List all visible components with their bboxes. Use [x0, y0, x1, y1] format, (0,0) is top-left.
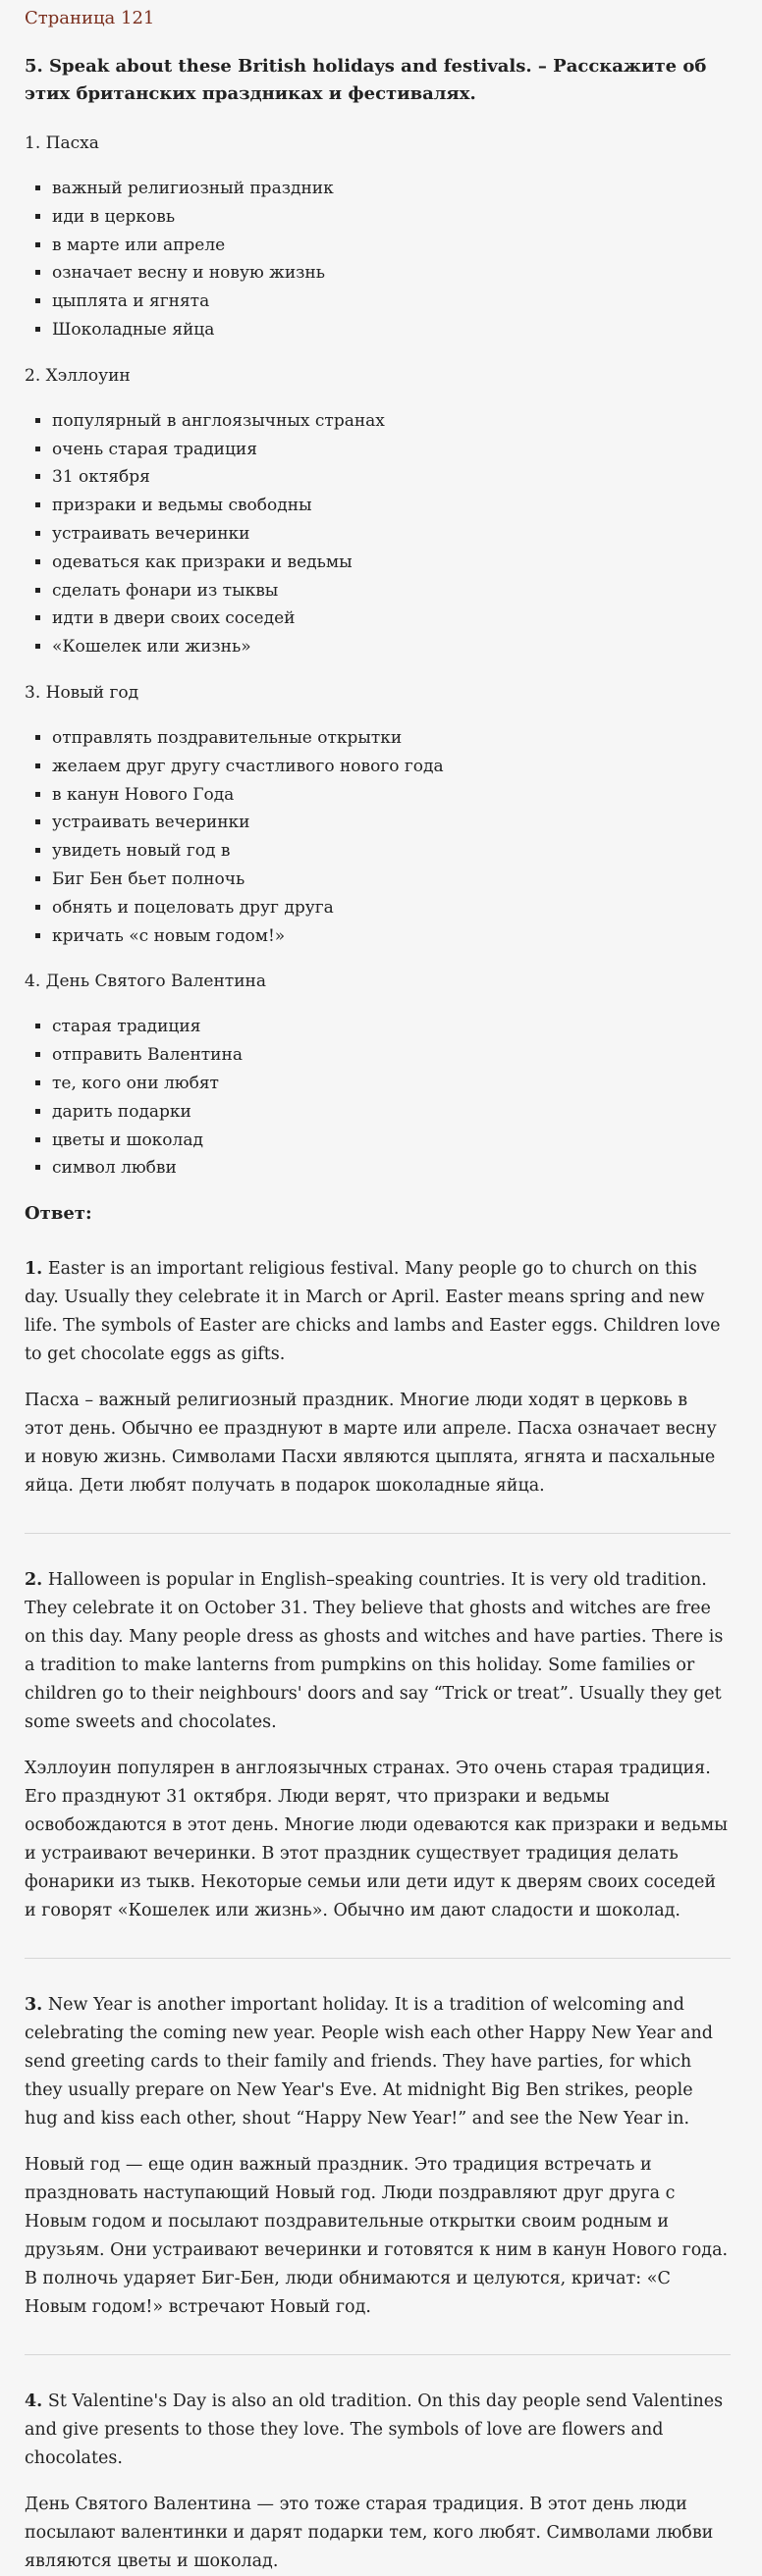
- list-item: ▪ Биг Бен бьет полночь: [52, 866, 731, 894]
- list-item: ▪ кричать «с новым годом!»: [52, 922, 731, 951]
- list-item: ▪ в марте или апреле: [52, 232, 731, 260]
- answer-en: [25, 1255, 731, 1369]
- list-item: ▪ желаем друг другу счастливого нового года: [52, 753, 731, 781]
- item-list: [25, 175, 731, 344]
- section-halloween: [25, 362, 731, 661]
- section-title: 2. Хэллоуин: [25, 365, 131, 386]
- list-item: ▪ те, кого они любят: [52, 1070, 731, 1098]
- page-link[interactable]: Страница 121: [25, 8, 155, 28]
- item-list: [25, 407, 731, 661]
- item-list: [25, 724, 731, 950]
- answer-number: 4.: [25, 2392, 43, 2412]
- list-item: ▪ устраивать вечеринки: [52, 520, 731, 549]
- answer-number: 3.: [25, 1995, 43, 2016]
- answer-ru: Пасха – важный религиозный праздник. Многие люди ходят в церковь в этот день. Обычно ее празднуют в марте или апреле. Пасха означает весну и новую жизнь. Символами Пасхи являются цыплята, ягнята и пасхальные яйца. Дети любят получать в подарок шоколадные яйца.: [25, 1391, 717, 1497]
- list-item: ▪ сделать фонари из тыквы: [52, 577, 731, 605]
- answer-en-text: Halloween is popular in English–speaking countries. It is very old tradition. They celebrate it on October 31. They believe that ghosts and witches are free on this day. Many people dress as ghosts and witches and have parties. There is a tradition to make lanterns from pumpkins on this holiday. Some families or children go to their neighbours' doors and say “Trick or treat”. Usually they get some sweets and chocolates.: [25, 1570, 724, 1733]
- list-item: ▪ символ любви: [52, 1154, 731, 1183]
- answer-en: [25, 1566, 731, 1737]
- list-item: ▪ в канун Нового Года: [52, 781, 731, 810]
- list-item: ▪ важный религиозный праздник: [52, 175, 731, 203]
- answer-en: [25, 2388, 731, 2473]
- list-item: ▪ одеваться как призраки и ведьмы: [52, 549, 731, 577]
- list-item: ▪ дарить подарки: [52, 1098, 731, 1127]
- list-item: ▪ отправить Валентина: [52, 1041, 731, 1070]
- answer-en-text: St Valentine's Day is also an old tradition. On this day people send Valentines and give presents to those they love. The symbols of love are flowers and chocolates.: [25, 2392, 724, 2469]
- list-item: ▪ иди в церковь: [52, 203, 731, 232]
- list-item: ▪ 31 октября: [52, 463, 731, 492]
- list-item: ▪ устраивать вечеринки: [52, 809, 731, 837]
- section-new-year: [25, 679, 731, 950]
- item-list: [25, 1013, 731, 1183]
- answer-en-text: New Year is another important holiday. It is a tradition of welcoming and celebrating the coming new year. People wish each other Happy New Year and send greeting cards to their family and friends. They have parties, for which they usually prepare on New Year's Eve. At midnight Big Ben strikes, people hug and kiss each other, shout “Happy New Year!” and see the New Year in.: [25, 1995, 713, 2129]
- task-heading: 5. Speak about these British holidays and festivals. – Расскажите об этих британских праздниках и фестивалях.: [25, 56, 707, 104]
- section-title: 1. Пасха: [25, 133, 99, 153]
- answer-number: 1.: [25, 1259, 43, 1280]
- divider: [25, 1958, 731, 1959]
- answer-ru: День Святого Валентина — это тоже старая традиция. В этот день люди посылают валентинки и дарят подарки тем, кого любят. Символами любви являются цветы и шоколад.: [25, 2495, 714, 2572]
- answer-en-text: Easter is an important religious festival. Many people go to church on this day. Usually they celebrate it in March or April. Easter means spring and new life. The symbols of Easter are chicks and lambs and Easter eggs. Children love to get chocolate eggs as gifts.: [25, 1259, 721, 1365]
- list-item: ▪ цветы и шоколад: [52, 1127, 731, 1155]
- answer-easter: [25, 1255, 731, 1500]
- list-item: ▪ отправлять поздравительные открытки: [52, 724, 731, 753]
- list-item: ▪ Шоколадные яйца: [52, 316, 731, 344]
- list-item: ▪ означает весну и новую жизнь: [52, 259, 731, 288]
- list-item: ▪ очень старая традиция: [52, 436, 731, 464]
- section-valentines-day: [25, 968, 731, 1183]
- list-item: ▪ «Кошелек или жизнь»: [52, 633, 731, 661]
- list-item: ▪ увидеть новый год в: [52, 837, 731, 866]
- answer-ru: Новый год — еще один важный праздник. Это традиция встречать и праздновать наступающий Новый год. Люди поздравляют друг друга с Новым годом и посылают поздравительные открытки своим родным и друзьям. Они устраивают вечеринки и готовятся к ним в канун Нового года. В полночь ударяет Биг-Бен, люди обнимаются и целуются, кричат: «С Новым годом!» встречают Новый год.: [25, 2155, 729, 2318]
- list-item: ▪ идти в двери своих соседей: [52, 605, 731, 633]
- section-title: 3. Новый год: [25, 682, 139, 703]
- answer-en: [25, 1991, 731, 2133]
- answer-new-year: [25, 1991, 731, 2322]
- answer-valentines-day: [25, 2388, 731, 2576]
- divider: [25, 2354, 731, 2355]
- section-easter: [25, 130, 731, 344]
- answer-halloween: [25, 1566, 731, 1925]
- list-item: ▪ призраки и ведьмы свободны: [52, 492, 731, 520]
- answer-ru: Хэллоуин популярен в англоязычных странах. Это очень старая традиция. Его празднуют 31 октября. Люди верят, что призраки и ведьмы освобождаются в этот день. Многие люди одеваются как призраки и ведьмы и устраивают вечеринки. В этот праздник существует традиция делать фонарики из тыкв. Некоторые семьи или дети идут к дверям своих соседей и говорят «Кошелек или жизнь». Обычно им дают сладости и шоколад.: [25, 1759, 729, 1921]
- list-item: ▪ обнять и поцеловать друг друга: [52, 894, 731, 922]
- section-title: 4. День Святого Валентина: [25, 972, 267, 992]
- list-item: ▪ старая традиция: [52, 1013, 731, 1041]
- answer-number: 2.: [25, 1570, 43, 1591]
- list-item: ▪ цыплята и ягнята: [52, 288, 731, 316]
- list-item: ▪ популярный в англоязычных странах: [52, 407, 731, 436]
- answer-label: Ответ:: [25, 1203, 92, 1225]
- divider: [25, 1533, 731, 1534]
